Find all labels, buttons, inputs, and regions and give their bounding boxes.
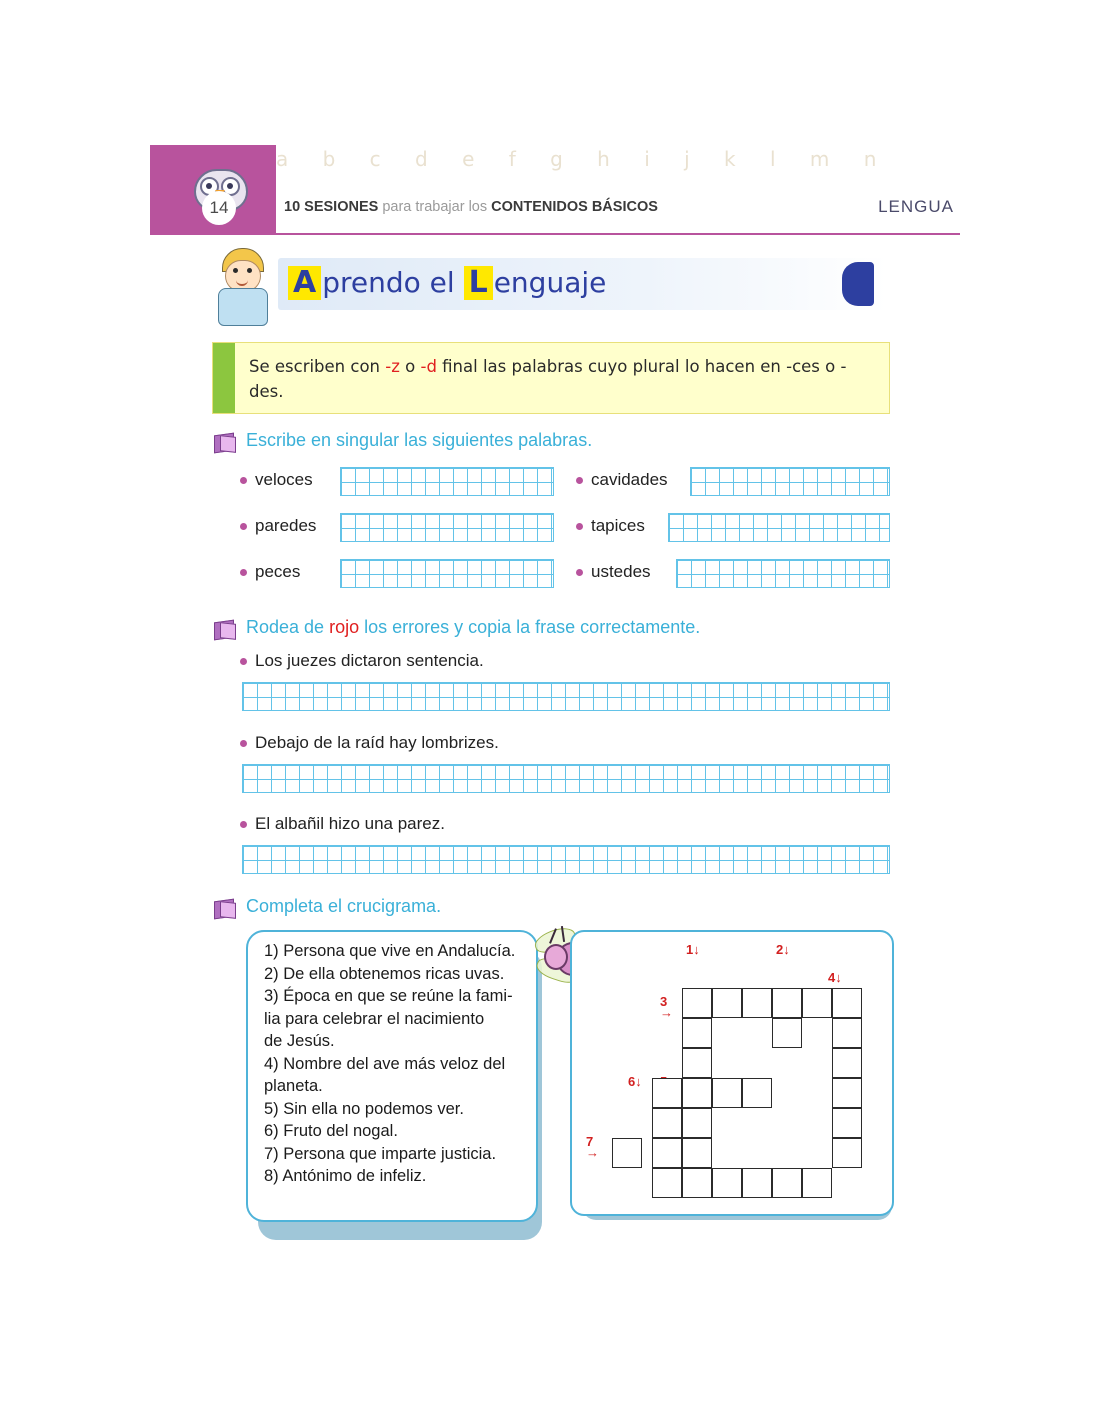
- bullet-icon: [576, 569, 583, 576]
- bullet-icon: [240, 821, 247, 828]
- exercise-2-heading: [246, 617, 700, 638]
- clue-panel: [246, 930, 538, 1222]
- rule-z: -z: [385, 357, 400, 376]
- crossword-cell[interactable]: [742, 988, 772, 1018]
- page-title: [288, 266, 606, 300]
- arrow-down-icon: ↓: [783, 942, 790, 957]
- crossword-cell[interactable]: [712, 1078, 742, 1108]
- title-capital-l: L: [464, 266, 493, 300]
- crossword-cell[interactable]: [832, 1048, 862, 1078]
- crossword-cell[interactable]: [832, 988, 862, 1018]
- list-item: de Jesús.: [264, 1032, 335, 1050]
- crossword-cell[interactable]: [612, 1138, 642, 1168]
- word-label: tapices: [591, 516, 645, 535]
- word-label: paredes: [255, 516, 317, 535]
- page-number-box: [150, 145, 276, 233]
- answer-field-sentence-1[interactable]: [242, 682, 890, 711]
- arrow-down-icon: ↓: [835, 970, 842, 985]
- crossword-cell[interactable]: [772, 1168, 802, 1198]
- list-item: 5) Sin ella no podemos ver.: [264, 1099, 464, 1118]
- exercise-2-heading-part-2: los errores y copia la frase correctamente.: [359, 617, 701, 637]
- crossword-cell[interactable]: [682, 1108, 712, 1138]
- rule-box: [212, 342, 890, 414]
- sentence-text: Debajo de la raíd hay lombrizes.: [255, 733, 499, 752]
- word-item-tapices: [576, 516, 645, 536]
- crossword-number-6: 6↓: [628, 1074, 642, 1089]
- list-item: 2) De ella obtenemos ricas uvas.: [264, 964, 505, 983]
- crossword-cell[interactable]: [682, 1018, 712, 1048]
- sentence-2: [240, 733, 499, 753]
- list-item: 4) Nombre del ave más veloz del: [264, 1054, 506, 1073]
- answer-field-cavidades[interactable]: [690, 467, 890, 496]
- word-item-ustedes: [576, 562, 651, 582]
- page-number: 14: [202, 191, 236, 225]
- sessions-suffix: CONTENIDOS BÁSICOS: [491, 199, 658, 215]
- crossword-cell[interactable]: [832, 1138, 862, 1168]
- list-item: 1) Persona que vive en Andalucía.: [264, 942, 516, 960]
- word-item-peces: [240, 562, 300, 582]
- decorative-letters: a b c d e f g h i j k l m n: [276, 147, 891, 171]
- crossword-cell[interactable]: [772, 1018, 802, 1048]
- list-item: 6) Fruto del nogal.: [264, 1122, 398, 1140]
- list-item: planeta.: [264, 1077, 323, 1095]
- exercise-3-heading: Completa el crucigrama.: [246, 896, 442, 916]
- crossword-cell[interactable]: [802, 1168, 832, 1198]
- exercise-1-heading: Escribe en singular las siguientes palabras.: [246, 430, 593, 450]
- crossword-number-1: 1↓: [686, 942, 700, 957]
- sentence-3: [240, 814, 445, 834]
- sentence-text: El albañil hizo una parez.: [255, 814, 445, 833]
- arrow-right-icon: →: [660, 1005, 673, 1020]
- word-label: veloces: [255, 470, 313, 489]
- crossword-cell[interactable]: [682, 1138, 712, 1168]
- answer-field-tapices[interactable]: [668, 513, 890, 542]
- book-icon: [214, 898, 236, 918]
- word-label: ustedes: [591, 562, 651, 581]
- crossword-cell[interactable]: [832, 1078, 862, 1108]
- crossword-cell[interactable]: [832, 1018, 862, 1048]
- header-caption: [284, 199, 658, 215]
- bullet-icon: [240, 523, 247, 530]
- list-item: 3) Época en que se reúne la fami-: [264, 987, 513, 1005]
- crossword-cell[interactable]: [652, 1138, 682, 1168]
- rule-text: [249, 354, 869, 404]
- list-item: lia para celebrar el nacimiento: [264, 1009, 485, 1028]
- bullet-icon: [576, 477, 583, 484]
- word-item-veloces: [240, 470, 313, 490]
- word-label: peces: [255, 562, 301, 581]
- title-word-1: prendo el: [322, 266, 455, 299]
- crossword-cell[interactable]: [802, 988, 832, 1018]
- title-word-2: enguaje: [493, 266, 607, 299]
- answer-field-sentence-2[interactable]: [242, 764, 890, 793]
- rule-d: -d: [420, 357, 437, 376]
- crossword-cell[interactable]: [682, 1048, 712, 1078]
- crossword-cell[interactable]: [772, 988, 802, 1018]
- crossword-cell[interactable]: [712, 988, 742, 1018]
- answer-field-ustedes[interactable]: [676, 559, 890, 588]
- bullet-icon: [240, 740, 247, 747]
- section-title-band: [278, 258, 888, 310]
- sentence-1: [240, 651, 484, 671]
- arrow-down-icon: ↓: [635, 1074, 642, 1089]
- arrow-down-icon: ↓: [693, 942, 700, 957]
- title-end-mark: [842, 262, 874, 306]
- bullet-icon: [576, 523, 583, 530]
- crossword-number-7: 7 →: [586, 1134, 599, 1160]
- crossword-cell[interactable]: [742, 1078, 772, 1108]
- sessions-count: 10 SESIONES: [284, 199, 379, 215]
- crossword-cell[interactable]: [682, 988, 712, 1018]
- crossword-cell[interactable]: [652, 1108, 682, 1138]
- boy-illustration: [212, 248, 274, 330]
- bullet-icon: [240, 658, 247, 665]
- crossword-number-3: 3 →: [660, 994, 673, 1020]
- crossword-panel: [570, 930, 894, 1216]
- crossword-number-2: 2↓: [776, 942, 790, 957]
- rule-accent-bar: [213, 343, 235, 413]
- sessions-middle: para trabajar los: [382, 199, 488, 215]
- list-item: 7) Persona que imparte justicia.: [264, 1144, 497, 1163]
- list-item: 8) Antónimo de infeliz.: [264, 1167, 427, 1185]
- rule-part-3: final las palabras cuyo plural lo hacen en -ces o -des.: [249, 357, 847, 401]
- crossword-cell[interactable]: [652, 1078, 682, 1108]
- answer-field-sentence-3[interactable]: [242, 845, 890, 874]
- title-capital-a: A: [288, 266, 321, 300]
- clue-list: [264, 940, 526, 1188]
- word-item-cavidades: [576, 470, 668, 490]
- crossword-cell[interactable]: [652, 1168, 682, 1198]
- book-icon: [214, 619, 236, 639]
- book-icon: [214, 432, 236, 452]
- word-item-paredes: [240, 516, 316, 536]
- answer-field-veloces[interactable]: [340, 467, 554, 496]
- exercise-2-heading-rojo: rojo: [329, 617, 360, 637]
- word-label: cavidades: [591, 470, 668, 489]
- bullet-icon: [240, 477, 247, 484]
- exercise-2-heading-part-1: Rodea de: [246, 617, 330, 637]
- rule-part-1: Se escriben con: [249, 357, 386, 376]
- crossword-cell[interactable]: [832, 1108, 862, 1138]
- crossword-cell[interactable]: [712, 1168, 742, 1198]
- crossword-cell[interactable]: [682, 1078, 712, 1108]
- crossword-cell[interactable]: [742, 1168, 772, 1198]
- answer-field-paredes[interactable]: [340, 513, 554, 542]
- crossword-number-4: 4↓: [828, 970, 842, 985]
- arrow-right-icon: →: [586, 1145, 599, 1160]
- crossword-cell[interactable]: [682, 1168, 712, 1198]
- page-header: [150, 145, 960, 233]
- rule-part-2: o: [399, 357, 421, 376]
- subject-label: LENGUA: [878, 197, 954, 216]
- sentence-text: Los juezes dictaron sentencia.: [255, 651, 484, 670]
- bullet-icon: [240, 569, 247, 576]
- answer-field-peces[interactable]: [340, 559, 554, 588]
